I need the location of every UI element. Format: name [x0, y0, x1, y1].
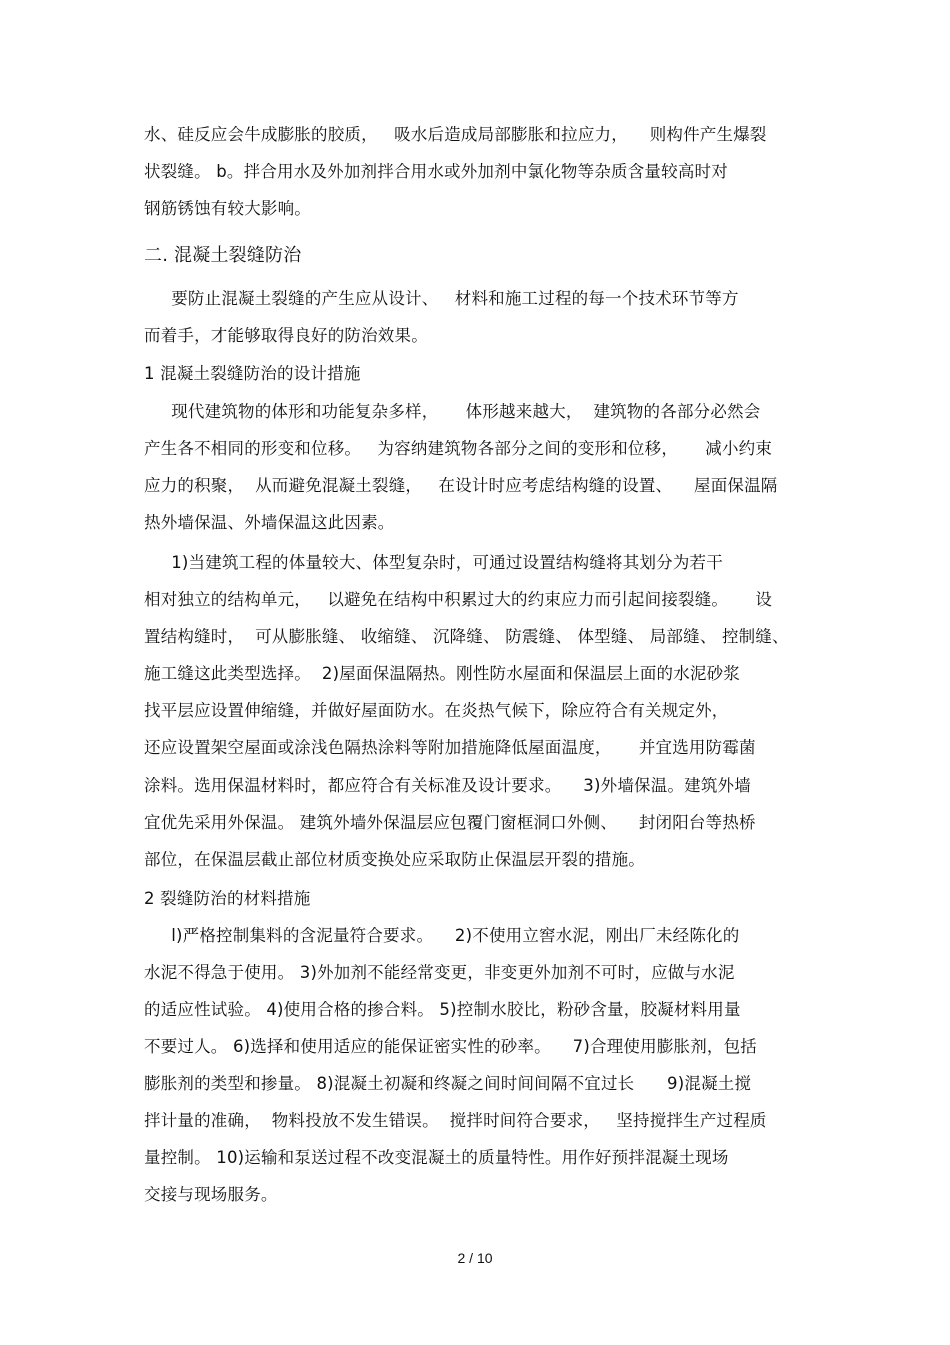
- body-text-line: 交接与现场服务。: [144, 1185, 278, 1204]
- body-text-line: 涂料。选用保温材料时，都应符合有关标准及设计要求。 3)外墙保温。建筑外墙: [144, 776, 751, 795]
- body-text-line: 的适应性试验。 4)使用合格的掺合料。 5)控制水胶比，粉砂含量，胶凝材料用量: [144, 1000, 741, 1019]
- body-text-line: 应力的积聚， 从而避免混凝土裂缝， 在设计时应考虑结构缝的设置、 屋面保温隔: [144, 476, 778, 495]
- subsection-heading: 2 裂缝防治的材料措施: [144, 889, 311, 908]
- body-text-line: 水泥不得急于使用。 3)外加剂不能经常变更，非变更外加剂不可时，应做与水泥: [144, 963, 735, 982]
- body-text-line: 现代建筑物的体形和功能复杂多样， 体形越来越大， 建筑物的各部分必然会: [144, 402, 761, 421]
- body-text-line: 相对独立的结构单元， 以避免在结构中积累过大的约束应力而引起间接裂缝。 设: [144, 590, 773, 609]
- body-text-line: 拌计量的准确， 物料投放不发生错误。 搅拌时间符合要求， 坚持搅拌生产过程质: [144, 1111, 767, 1130]
- body-text-line: 宜优先采用外保温。 建筑外墙外保温层应包覆门窗框洞口外侧、 封闭阳台等热桥: [144, 813, 756, 832]
- body-text-line: 要防止混凝土裂缝的产生应从设计、 材料和施工过程的每一个技术环节等方: [144, 289, 739, 308]
- body-text-line: 还应设置架空屋面或涂浅色隔热涂料等附加措施降低屋面温度， 并宜选用防霉菌: [144, 738, 756, 757]
- body-text-line: l)严格控制集料的含泥量符合要求。 2)不使用立窖水泥，刚出厂未经陈化的: [144, 926, 740, 945]
- body-text-line: 量控制。 10)运输和泵送过程不改变混凝土的质量特性。用作好预拌混凝土现场: [144, 1148, 729, 1167]
- body-text-line: 产生各不相同的形变和位移。 为容纳建筑物各部分之间的变形和位移， 减小约束: [144, 439, 773, 458]
- body-text-line: 部位，在保温层截止部位材质变换处应采取防止保温层开裂的措施。: [144, 850, 645, 869]
- body-text-line: 不要过人。 6)选择和使用适应的能保证密实性的砂率。 7)合理使用膨胀剂，包括: [144, 1037, 757, 1056]
- body-text-line: 1)当建筑工程的体量较大、体型复杂时，可通过设置结构缝将其划分为若干: [144, 553, 723, 572]
- body-text-line: 钢筋锈蚀有较大影响。: [144, 199, 311, 218]
- subsection-heading: 1 混凝土裂缝防治的设计措施: [144, 364, 361, 383]
- body-text-line: 置结构缝时， 可从膨胀缝、 收缩缝、 沉降缝、 防震缝、 体型缝、 局部缝、 控制缝、: [144, 627, 789, 646]
- section-heading: 二. 混凝土裂缝防治: [144, 245, 302, 266]
- body-text-line: 施工缝这此类型选择。 2)屋面保温隔热。刚性防水屋面和保温层上面的水泥砂浆: [144, 664, 741, 683]
- body-text-line: 水、硅反应会牛成膨胀的胶质， 吸水后造成局部膨胀和拉应力， 则构件产生爆裂: [144, 125, 767, 144]
- body-text-line: 找平层应设置伸缩缝，并做好屋面防水。在炎热气候下，除应符合有关规定外，: [144, 701, 729, 720]
- body-text-line: 状裂缝。 b。拌合用水及外加剂拌合用水或外加剂中氯化物等杂质含量较高时对: [144, 162, 728, 181]
- body-text-line: 膨胀剂的类型和掺量。 8)混凝土初凝和终凝之间时间间隔不宜过长 9)混凝土搅: [144, 1074, 752, 1093]
- page-number: 2 / 10: [457, 1250, 493, 1266]
- body-text-line: 而着手，才能够取得良好的防治效果。: [144, 326, 428, 345]
- body-text-line: 热外墙保温、外墙保温这此因素。: [144, 513, 395, 532]
